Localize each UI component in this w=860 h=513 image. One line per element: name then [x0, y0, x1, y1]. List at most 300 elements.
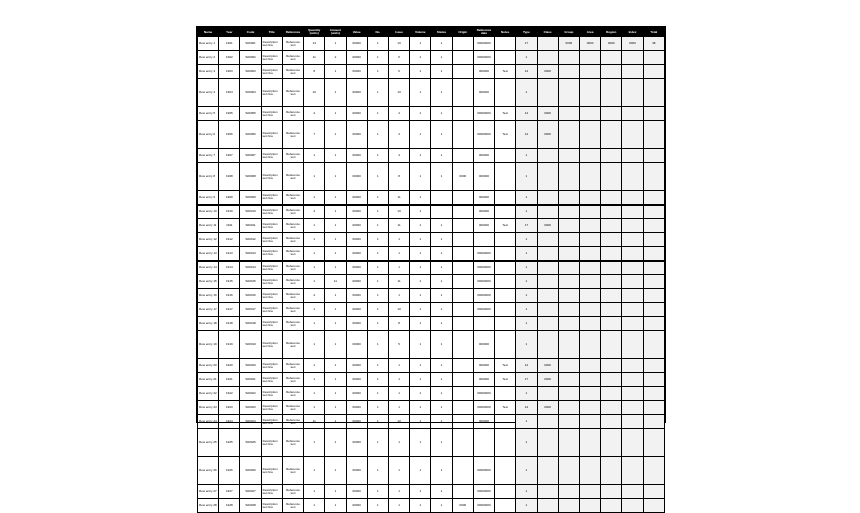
- column-header: Total: [643, 28, 664, 37]
- table-cell: 1: [388, 429, 409, 457]
- table-cell: [558, 275, 579, 289]
- table-cell: 1: [304, 401, 325, 415]
- table-cell: 1: [431, 65, 452, 79]
- table-cell: Description text line: [261, 79, 282, 107]
- table-cell: [558, 387, 579, 401]
- table-cell: [495, 191, 516, 205]
- table-cell: 10: [388, 415, 409, 429]
- table-cell: [537, 485, 558, 499]
- table-cell: [579, 373, 600, 387]
- table-cell: 1: [410, 275, 431, 289]
- table-cell: 1: [410, 79, 431, 107]
- table-cell: [452, 289, 473, 303]
- table-cell: 1: [516, 163, 537, 191]
- table-cell: [622, 485, 643, 499]
- table-cell: 2: [325, 51, 346, 65]
- table-row: [198, 457, 665, 485]
- table-cell: [622, 121, 643, 149]
- table-cell: 1: [304, 303, 325, 317]
- table-cell: [558, 149, 579, 163]
- table-cell: Description text line: [261, 51, 282, 65]
- table-cell: [601, 233, 622, 247]
- table-cell: Row entry 13: [198, 247, 219, 261]
- table-cell: Text: [495, 373, 516, 387]
- table-cell: 00000000: [473, 121, 494, 149]
- table-cell: 1: [516, 51, 537, 65]
- table-cell: [579, 485, 600, 499]
- table-cell: 1: [325, 373, 346, 387]
- table-cell: 1923: [219, 401, 240, 415]
- table-cell: 5: [388, 51, 409, 65]
- table-row: [198, 107, 665, 121]
- table-cell: [495, 275, 516, 289]
- table-cell: 0000: [537, 121, 558, 149]
- table-cell: [537, 261, 558, 275]
- table-cell: Reference text: [282, 485, 303, 499]
- table-cell: 1: [516, 331, 537, 359]
- table-cell: [537, 79, 558, 107]
- table-cell: 1: [325, 37, 346, 51]
- table-cell: [601, 373, 622, 387]
- table-cell: [622, 219, 643, 233]
- table-cell: [495, 37, 516, 51]
- table-cell: [643, 79, 664, 107]
- table-cell: [537, 415, 558, 429]
- table-cell: 1: [516, 247, 537, 261]
- table-cell: Reference text: [282, 415, 303, 429]
- table-cell: S00013: [240, 247, 261, 261]
- table-cell: [558, 191, 579, 205]
- table-row: [198, 485, 665, 499]
- table-cell: 1: [431, 401, 452, 415]
- table-cell: [431, 205, 452, 219]
- table-cell: Row entry 19: [198, 331, 219, 359]
- table-cell: [601, 51, 622, 65]
- table-cell: [601, 429, 622, 457]
- table-cell: [452, 401, 473, 415]
- table-cell: 10: [388, 37, 409, 51]
- table-cell: 00000: [346, 37, 367, 51]
- table-cell: 1: [325, 219, 346, 233]
- table-cell: 4: [388, 149, 409, 163]
- table-cell: 8: [304, 65, 325, 79]
- table-cell: S00005: [240, 107, 261, 121]
- table-cell: [452, 317, 473, 331]
- table-cell: 1: [431, 247, 452, 261]
- table-cell: [537, 429, 558, 457]
- table-cell: 1: [325, 191, 346, 205]
- table-cell: 1: [516, 79, 537, 107]
- table-cell: S00023: [240, 401, 261, 415]
- table-cell: [643, 275, 664, 289]
- table-cell: Row entry 3: [198, 65, 219, 79]
- table-cell: Reference text: [282, 359, 303, 373]
- table-cell: 1908: [219, 163, 240, 191]
- table-cell: 1: [304, 191, 325, 205]
- table-cell: [495, 303, 516, 317]
- table-cell: 1: [516, 205, 537, 219]
- table-cell: [558, 485, 579, 499]
- table-cell: 00000: [346, 261, 367, 275]
- table-cell: Description text line: [261, 317, 282, 331]
- table-cell: 1: [516, 499, 537, 513]
- table-cell: Row entry 12: [198, 233, 219, 247]
- table-cell: [601, 205, 622, 219]
- table-cell: 1: [367, 163, 388, 191]
- table-cell: 1: [304, 499, 325, 513]
- table-cell: [495, 233, 516, 247]
- table-cell: 00000: [346, 289, 367, 303]
- table-row: [198, 429, 665, 457]
- table-cell: [452, 261, 473, 275]
- table-cell: [643, 457, 664, 485]
- table-cell: 00000: [346, 121, 367, 149]
- table-cell: 0000: [622, 37, 643, 51]
- table-cell: 00000000: [473, 51, 494, 65]
- table-cell: [643, 499, 664, 513]
- column-header: Name: [198, 28, 219, 37]
- table-cell: [622, 331, 643, 359]
- table-cell: 14: [516, 401, 537, 415]
- table-cell: Description text line: [261, 219, 282, 233]
- table-cell: 00000: [346, 247, 367, 261]
- table-cell: 00000: [346, 457, 367, 485]
- table-cell: [495, 51, 516, 65]
- table-cell: 1: [367, 65, 388, 79]
- table-cell: [643, 289, 664, 303]
- table-cell: [452, 191, 473, 205]
- table-cell: 10: [388, 79, 409, 107]
- table-cell: 00000: [346, 65, 367, 79]
- table-cell: [643, 485, 664, 499]
- table-cell: 1: [410, 219, 431, 233]
- table-cell: 1: [516, 457, 537, 485]
- table-cell: S00016: [240, 289, 261, 303]
- table-cell: 1: [304, 275, 325, 289]
- table-cell: 1: [516, 149, 537, 163]
- table-cell: [622, 359, 643, 373]
- table-cell: 1: [304, 373, 325, 387]
- table-cell: 1: [304, 149, 325, 163]
- table-cell: 1: [304, 457, 325, 485]
- table-cell: [643, 359, 664, 373]
- table-cell: 1: [431, 373, 452, 387]
- table-cell: S00001: [240, 37, 261, 51]
- column-header: Amount (units): [325, 28, 346, 37]
- table-cell: 1925: [219, 429, 240, 457]
- table-cell: [643, 317, 664, 331]
- table-cell: [622, 107, 643, 121]
- table-cell: [452, 429, 473, 457]
- table-cell: [558, 373, 579, 387]
- column-header: Code: [240, 28, 261, 37]
- table-cell: Reference text: [282, 303, 303, 317]
- table-cell: 1903: [219, 65, 240, 79]
- table-cell: 1: [410, 51, 431, 65]
- table-cell: [431, 191, 452, 205]
- table-cell: 00000: [346, 415, 367, 429]
- table-cell: 1927: [219, 485, 240, 499]
- table-cell: Text: [495, 65, 516, 79]
- table-body: [198, 37, 665, 513]
- table-cell: [537, 331, 558, 359]
- table-cell: 1: [325, 387, 346, 401]
- table-cell: 1: [388, 359, 409, 373]
- table-cell: 1: [304, 359, 325, 373]
- table-cell: Description text line: [261, 359, 282, 373]
- table-cell: 1: [431, 121, 452, 149]
- table-cell: 1: [325, 485, 346, 499]
- table-cell: 1: [410, 373, 431, 387]
- table-cell: [558, 163, 579, 191]
- table-cell: [537, 289, 558, 303]
- table-cell: [601, 275, 622, 289]
- table-cell: [558, 317, 579, 331]
- table-cell: 1926: [219, 457, 240, 485]
- table-cell: Row entry 18: [198, 317, 219, 331]
- table-cell: [473, 317, 494, 331]
- table-cell: 00000000: [473, 499, 494, 513]
- table-cell: 00000000: [473, 37, 494, 51]
- table-cell: 00000000: [473, 261, 494, 275]
- table-cell: [643, 163, 664, 191]
- table-cell: 00000: [346, 79, 367, 107]
- table-cell: [558, 51, 579, 65]
- table-cell: [643, 401, 664, 415]
- table-cell: 1: [431, 275, 452, 289]
- table-cell: 000000: [473, 373, 494, 387]
- table-row: [198, 51, 665, 65]
- table-cell: [452, 247, 473, 261]
- table-cell: 1: [325, 121, 346, 149]
- table-cell: 0000: [537, 65, 558, 79]
- table-cell: 1914: [219, 261, 240, 275]
- table-cell: Reference text: [282, 65, 303, 79]
- table-cell: [622, 205, 643, 219]
- table-cell: [601, 457, 622, 485]
- table-cell: 1: [431, 219, 452, 233]
- table-cell: 1: [431, 429, 452, 457]
- table-cell: 4: [304, 289, 325, 303]
- table-cell: 1: [410, 401, 431, 415]
- table-cell: 000000: [473, 331, 494, 359]
- table-cell: [622, 163, 643, 191]
- table-cell: S00027: [240, 485, 261, 499]
- table-cell: S00017: [240, 303, 261, 317]
- table-cell: [622, 415, 643, 429]
- table-cell: 1: [516, 191, 537, 205]
- table-cell: 0000: [537, 219, 558, 233]
- table-cell: [579, 387, 600, 401]
- table-cell: [622, 457, 643, 485]
- table-cell: 14: [516, 65, 537, 79]
- table-cell: [558, 359, 579, 373]
- column-header: Group: [558, 28, 579, 37]
- table-cell: 1: [431, 415, 452, 429]
- table-cell: [579, 205, 600, 219]
- table-cell: [579, 415, 600, 429]
- table-cell: 1: [410, 457, 431, 485]
- table-cell: Reference text: [282, 331, 303, 359]
- table-cell: 0000: [558, 37, 579, 51]
- table-cell: [579, 121, 600, 149]
- column-header: Region: [601, 28, 622, 37]
- table-cell: 1: [410, 191, 431, 205]
- table-cell: [537, 191, 558, 205]
- table-cell: Reference text: [282, 121, 303, 149]
- table-cell: 1: [410, 233, 431, 247]
- table-cell: [622, 499, 643, 513]
- table-cell: 1: [325, 149, 346, 163]
- table-cell: 00000: [346, 401, 367, 415]
- table-cell: [643, 107, 664, 121]
- table-cell: [558, 331, 579, 359]
- table-cell: 1: [304, 331, 325, 359]
- table-cell: [452, 331, 473, 359]
- table-cell: 1: [388, 499, 409, 513]
- column-header: Year: [219, 28, 240, 37]
- table-cell: 00000000: [473, 107, 494, 121]
- table-row: [198, 261, 665, 275]
- table-cell: S00007: [240, 149, 261, 163]
- table-cell: Description text line: [261, 401, 282, 415]
- table-cell: 00000: [346, 485, 367, 499]
- table-row: [198, 247, 665, 261]
- table-row: [198, 65, 665, 79]
- table-cell: Row entry 11: [198, 219, 219, 233]
- table-cell: 0000: [537, 107, 558, 121]
- table-cell: 1: [516, 233, 537, 247]
- table-cell: [579, 317, 600, 331]
- table-cell: 1: [431, 359, 452, 373]
- table-cell: 00000: [346, 219, 367, 233]
- table-cell: [537, 205, 558, 219]
- table-cell: 1: [516, 289, 537, 303]
- table-cell: Row entry 26: [198, 457, 219, 485]
- table-cell: [558, 107, 579, 121]
- table-cell: Row entry 24: [198, 415, 219, 429]
- table-cell: 1: [325, 163, 346, 191]
- table-cell: 1: [367, 429, 388, 457]
- table-cell: [558, 121, 579, 149]
- table-cell: 1: [410, 163, 431, 191]
- table-cell: [537, 387, 558, 401]
- table-cell: 1916: [219, 289, 240, 303]
- table-cell: [579, 65, 600, 79]
- table-row: [198, 401, 665, 415]
- table-cell: Row entry 23: [198, 401, 219, 415]
- column-header: Reference: [282, 28, 303, 37]
- table-cell: Description text line: [261, 457, 282, 485]
- table-cell: [579, 401, 600, 415]
- table-cell: 1: [325, 65, 346, 79]
- table-cell: [495, 415, 516, 429]
- table-cell: [495, 289, 516, 303]
- table-cell: 1: [367, 317, 388, 331]
- table-cell: 1: [367, 303, 388, 317]
- table-cell: 000000: [473, 65, 494, 79]
- table-cell: 000000: [473, 191, 494, 205]
- table-row: [198, 499, 665, 513]
- table-cell: 1: [304, 387, 325, 401]
- table-cell: [622, 289, 643, 303]
- table-row: [198, 317, 665, 331]
- table-cell: 1: [325, 233, 346, 247]
- table-cell: Row entry 22: [198, 387, 219, 401]
- table-cell: [601, 261, 622, 275]
- table-cell: [643, 65, 664, 79]
- table-cell: Row entry 16: [198, 289, 219, 303]
- table-cell: 1: [367, 149, 388, 163]
- table-cell: [452, 485, 473, 499]
- table-cell: Reference text: [282, 51, 303, 65]
- table-cell: 1: [367, 191, 388, 205]
- table-cell: Description text line: [261, 261, 282, 275]
- table-cell: [643, 191, 664, 205]
- table-cell: 1913: [219, 247, 240, 261]
- table-cell: [601, 163, 622, 191]
- table-cell: 1: [388, 485, 409, 499]
- table-cell: 1902: [219, 51, 240, 65]
- table-cell: Row entry 7: [198, 149, 219, 163]
- table-cell: 1: [325, 415, 346, 429]
- table-cell: [452, 303, 473, 317]
- table-cell: 1918: [219, 317, 240, 331]
- table-cell: [643, 261, 664, 275]
- table-cell: S00019: [240, 331, 261, 359]
- table-cell: Description text line: [261, 387, 282, 401]
- table-cell: S00021: [240, 373, 261, 387]
- table-cell: 1: [325, 331, 346, 359]
- table-cell: Reference text: [282, 149, 303, 163]
- table-cell: [495, 317, 516, 331]
- table-cell: [537, 233, 558, 247]
- table-cell: [643, 233, 664, 247]
- table-cell: 1: [410, 107, 431, 121]
- table-cell: [495, 331, 516, 359]
- table-cell: S00022: [240, 387, 261, 401]
- table-cell: [558, 401, 579, 415]
- table-cell: 00000000: [473, 401, 494, 415]
- table-cell: Description text line: [261, 499, 282, 513]
- table-cell: Row entry 5: [198, 107, 219, 121]
- table-cell: 1: [325, 303, 346, 317]
- table-cell: 1: [367, 485, 388, 499]
- table-cell: [495, 149, 516, 163]
- table-row: [198, 359, 665, 373]
- table-cell: [579, 219, 600, 233]
- table-cell: 1: [410, 331, 431, 359]
- data-table: [197, 27, 665, 513]
- table-cell: Description text line: [261, 37, 282, 51]
- table-cell: 1: [325, 205, 346, 219]
- table-cell: 1: [388, 387, 409, 401]
- table-cell: [495, 499, 516, 513]
- table-row: [198, 149, 665, 163]
- table-cell: 1924: [219, 415, 240, 429]
- table-cell: Row entry 17: [198, 303, 219, 317]
- table-cell: Description text line: [261, 107, 282, 121]
- table-cell: [495, 79, 516, 107]
- table-cell: [622, 51, 643, 65]
- table-cell: Reference text: [282, 79, 303, 107]
- table-cell: [495, 387, 516, 401]
- column-header: Volume: [410, 28, 431, 37]
- table-cell: 1: [367, 247, 388, 261]
- table-cell: [601, 121, 622, 149]
- table-cell: [452, 373, 473, 387]
- table-cell: 00000: [346, 359, 367, 373]
